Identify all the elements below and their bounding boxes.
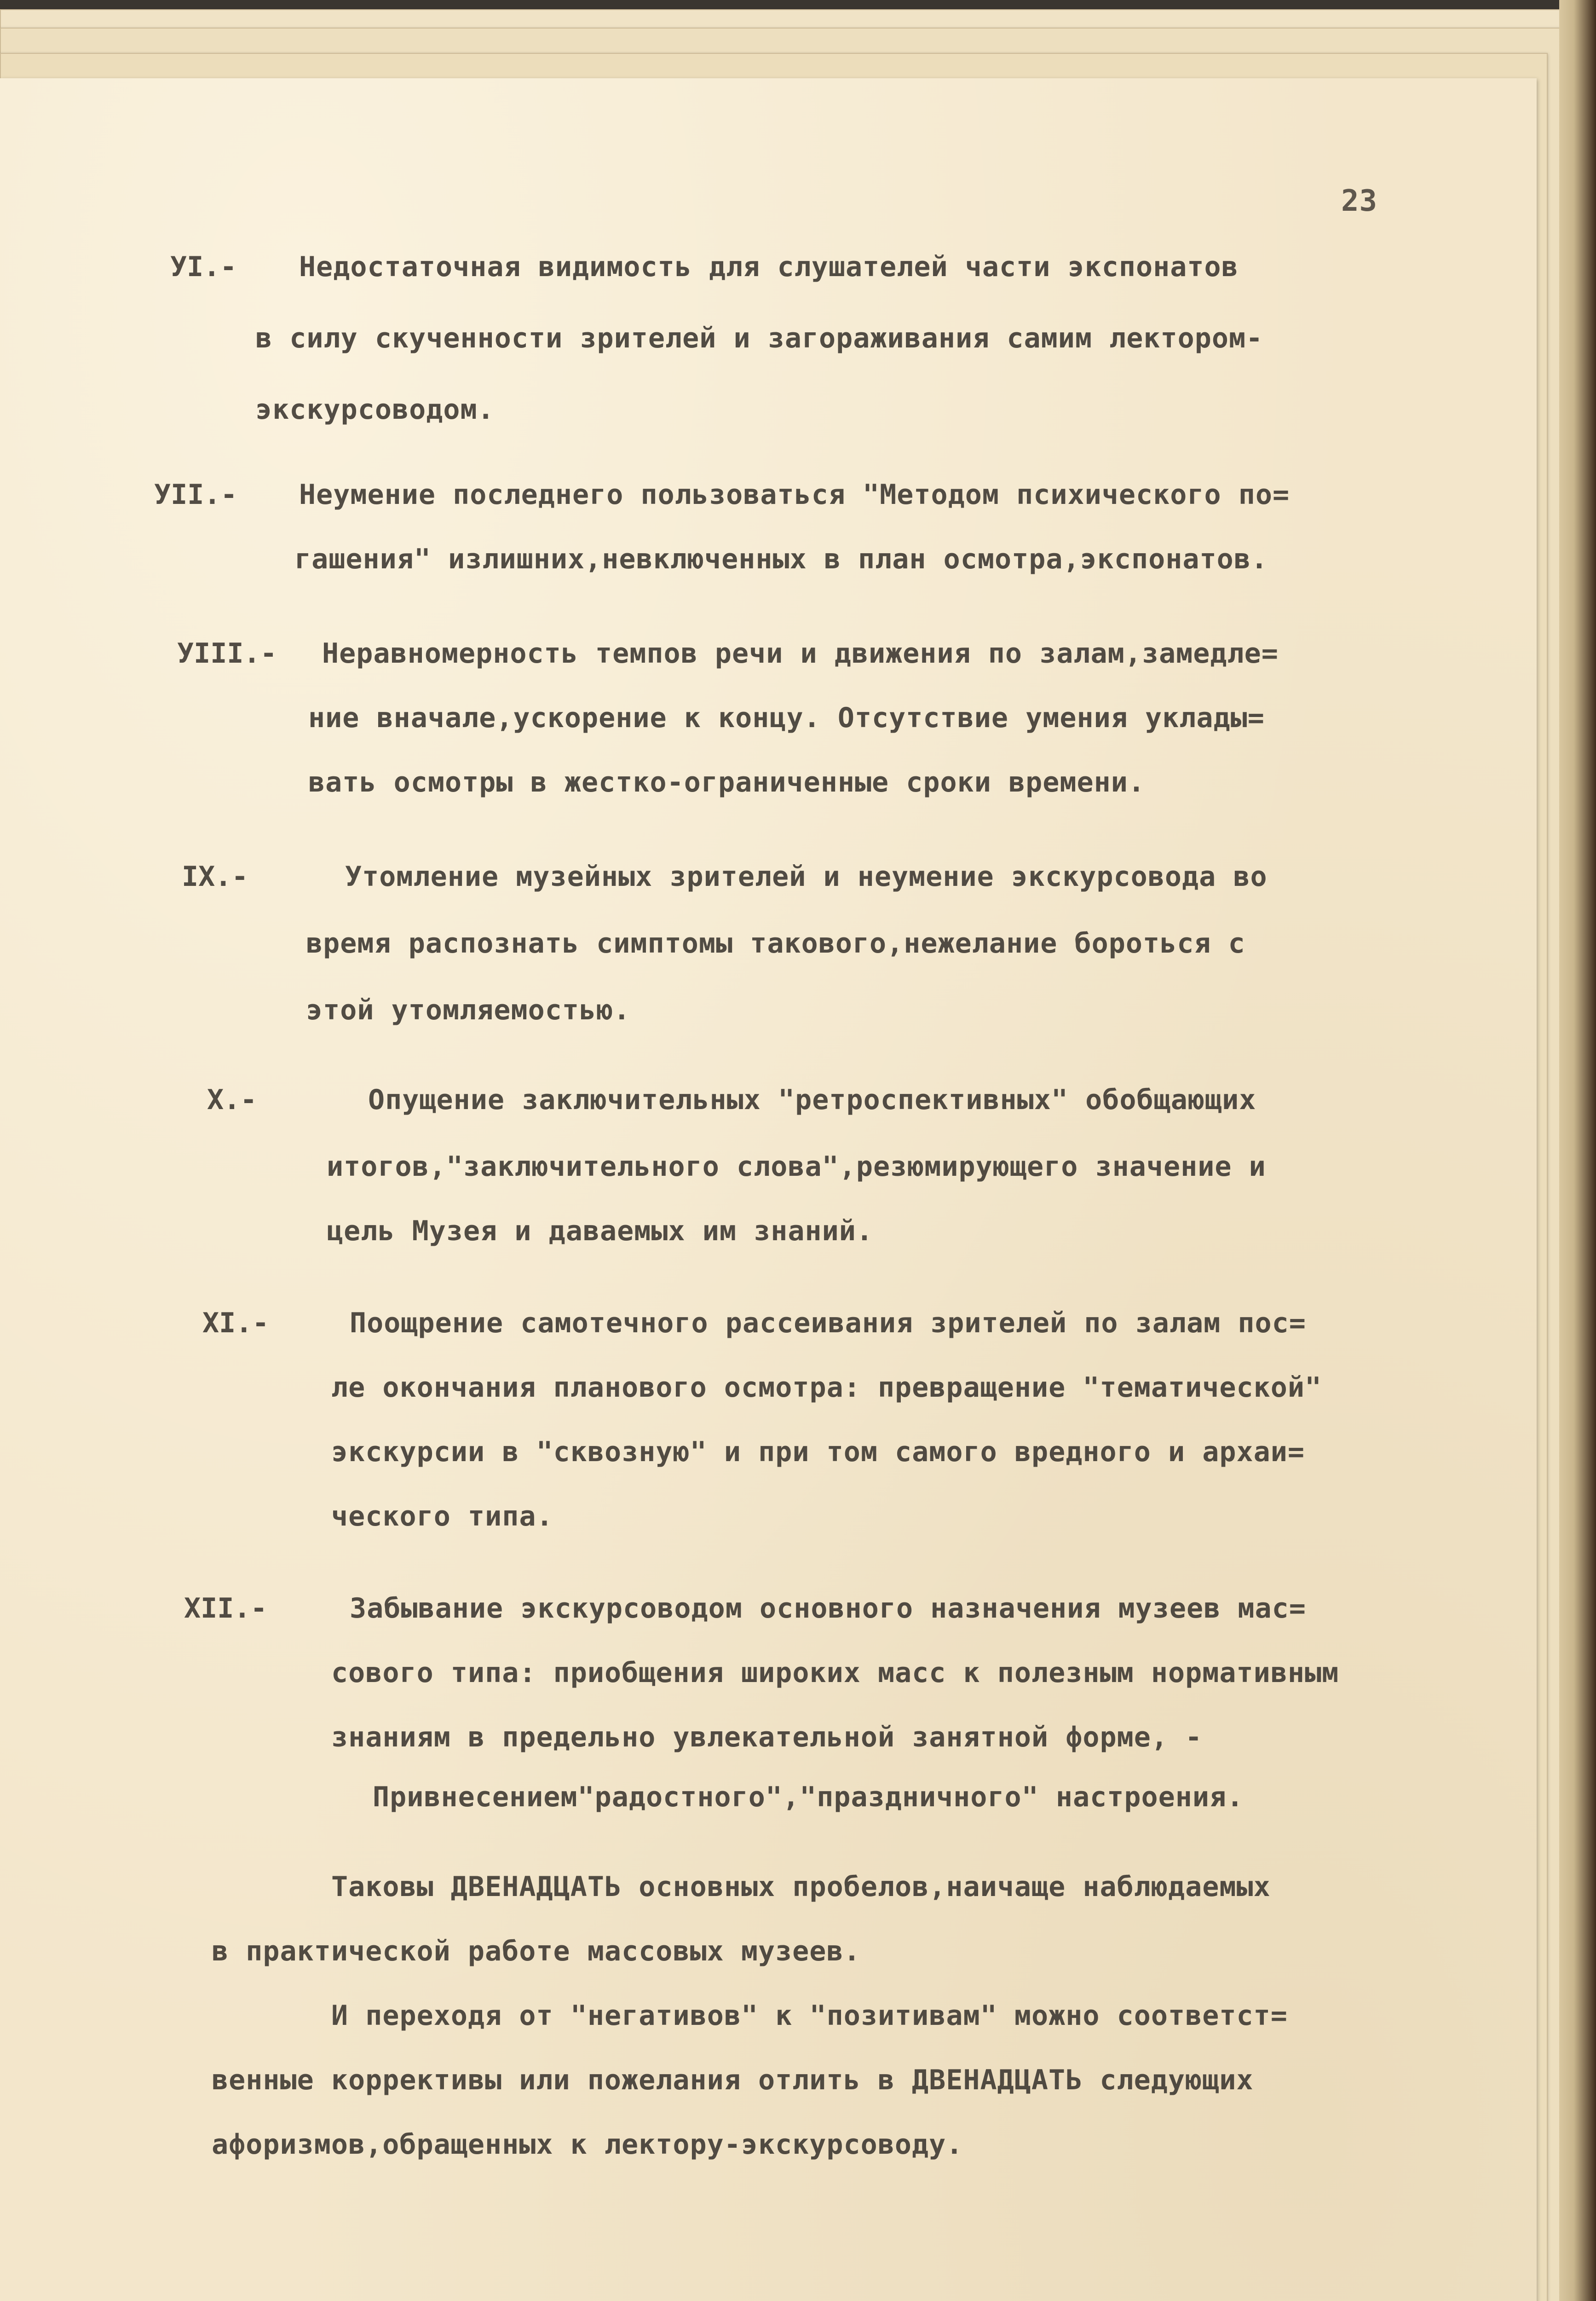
item-numeral: УII.- — [154, 479, 237, 511]
item-line: Неравномерность темпов речи и движения по залам,замедле= — [322, 637, 1279, 670]
item-numeral: УI.- — [170, 251, 237, 283]
item-line: в силу скученности зрителей и загораживания самим лектором- — [255, 322, 1263, 354]
item-numeral: X.- — [207, 1084, 257, 1116]
item-line: Неумение последнего пользоваться "Методом психического по= — [299, 479, 1290, 511]
closing-line: венные коррективы или пожелания отлить в ДВЕНАДЦАТЬ следующих — [212, 2064, 1254, 2096]
item-numeral: XII.- — [184, 1592, 267, 1625]
item-line: ние вначале,ускорение к концу. Отсутствие умения уклады= — [308, 702, 1265, 734]
item-line: итогов,"заключительного слова",резюмирующего значение и — [327, 1150, 1266, 1183]
item-line: ле окончания планового осмотра: превращение "тематической" — [331, 1371, 1322, 1404]
closing-line: И переходя от "негативов" к "позитивам" можно соответст= — [331, 2000, 1288, 2032]
item-numeral: УIII.- — [177, 637, 277, 670]
item-line: Утомление музейных зрителей и неумение экскурсовода во — [345, 861, 1268, 893]
closing-line: Таковы ДВЕНАДЦАТЬ основных пробелов,наичаще наблюдаемых — [331, 1871, 1271, 1903]
item-line: вать осмотры в жестко-ограниченные сроки времени. — [308, 766, 1146, 798]
item-line: Поощрение самотечного рассеивания зрителей по залам пос= — [350, 1307, 1306, 1339]
closing-line: афоризмов,обращенных к лектору-экскурсоводу. — [212, 2128, 963, 2161]
item-line: знаниям в предельно увлекательной занятной форме, - — [331, 1721, 1203, 1753]
item-line: Привнесением"радостного","праздничного" настроения. — [373, 1781, 1244, 1813]
item-line: цель Музея и даваемых им знаний. — [327, 1215, 873, 1247]
item-line: ческого типа. — [331, 1500, 553, 1532]
item-line: экскурсоводом. — [255, 393, 495, 426]
item-line: Опущение заключительных "ретроспективных" обобщающих — [368, 1084, 1256, 1116]
item-line: гашения" излишних,невключенных в план осмотра,экспонатов. — [294, 543, 1268, 575]
item-line: этой утомляемостью. — [306, 994, 631, 1026]
item-line: сового типа: приобщения широких масс к полезным нормативным — [331, 1657, 1339, 1689]
item-line: экскурсии в "сквозную" и при том самого вредного и архаи= — [331, 1436, 1305, 1468]
item-numeral: IX.- — [182, 861, 248, 893]
item-line: время распознать симптомы такового,нежелание бороться с — [306, 927, 1245, 960]
item-line: Забывание экскурсоводом основного назначения музеев мас= — [350, 1592, 1306, 1625]
item-numeral: XI.- — [202, 1307, 269, 1339]
binding-edge — [1559, 0, 1596, 2301]
item-line: Недостаточная видимость для слушателей части экспонатов — [299, 251, 1239, 283]
page-number: 23 — [1341, 184, 1378, 218]
typed-page — [0, 78, 1537, 2301]
closing-line: в практической работе массовых музеев. — [212, 1935, 861, 1967]
